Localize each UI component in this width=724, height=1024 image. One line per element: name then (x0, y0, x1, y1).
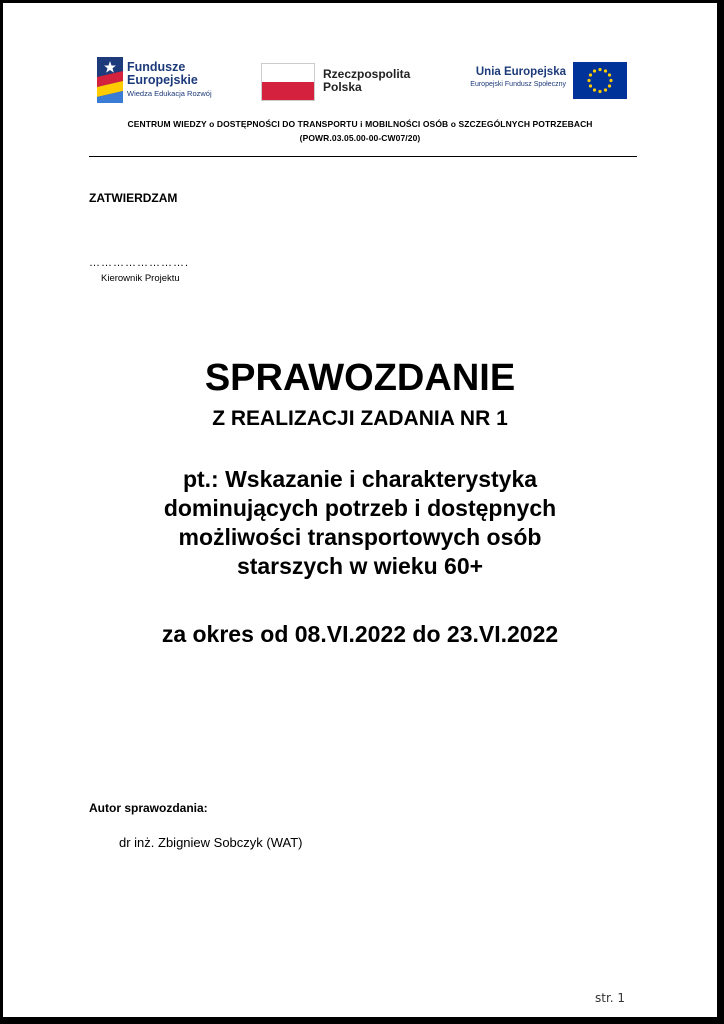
project-center-title (3, 117, 717, 145)
report-topic-line3: możliwości transportowych osób (178, 524, 542, 550)
project-center-line2: (POWR.03.05.00-00-CW07/20) (299, 133, 421, 143)
ue-logo-text (443, 66, 566, 88)
report-topic (103, 465, 617, 581)
report-subtitle: Z REALIZACJI ZADANIA NR 1 (212, 407, 508, 430)
ue-logo-line1: Unia Europejska (475, 66, 566, 78)
fe-logo-line3: Wiedza Edukacja Rozwój (127, 89, 212, 98)
page-number: str. 1 (595, 991, 626, 1005)
fe-logo-text (127, 61, 267, 98)
report-topic-line4: starszych w wieku 60+ (236, 553, 484, 579)
rp-logo-line1: Rzeczpospolita (323, 67, 411, 81)
ue-logo-line2: Europejski Fundusz Społeczny (470, 81, 566, 88)
fe-logo-line1: Fundusze (127, 60, 186, 74)
header-divider (89, 156, 637, 157)
author-name: dr inż. Zbigniew Sobczyk (WAT) (119, 835, 303, 850)
eu-flag-icon (573, 62, 627, 99)
polish-flag-icon (261, 63, 315, 101)
project-center-line1: CENTRUM WIEDZY o DOSTĘPNOŚCI DO TRANSPORTU i MOBILNOŚCI OSÓB o SZCZEGÓLNYCH POTRZEBACH (127, 119, 593, 129)
report-topic-line2: dominujących potrzeb i dostępnych (163, 495, 557, 521)
signature-dots: ……………………. (89, 257, 190, 269)
approval-label: ZATWIERDZAM (89, 191, 178, 205)
report-period: za okres od 08.VI.2022 do 23.VI.2022 (161, 621, 559, 647)
author-label: Autor sprawozdania: (89, 801, 208, 815)
signer-role: Kierownik Projektu (101, 273, 180, 284)
fe-logo-line2: Europejskie (127, 73, 198, 87)
report-topic-line1: pt.: Wskazanie i charakterystyka (182, 466, 538, 492)
report-title: SPRAWOZDANIE (204, 357, 516, 399)
rp-logo-text (323, 68, 410, 94)
funding-logos-bar (3, 55, 717, 105)
fundusze-europejskie-logo-icon (97, 57, 123, 103)
rp-logo-line2: Polska (323, 80, 362, 94)
document-page (3, 3, 717, 1017)
